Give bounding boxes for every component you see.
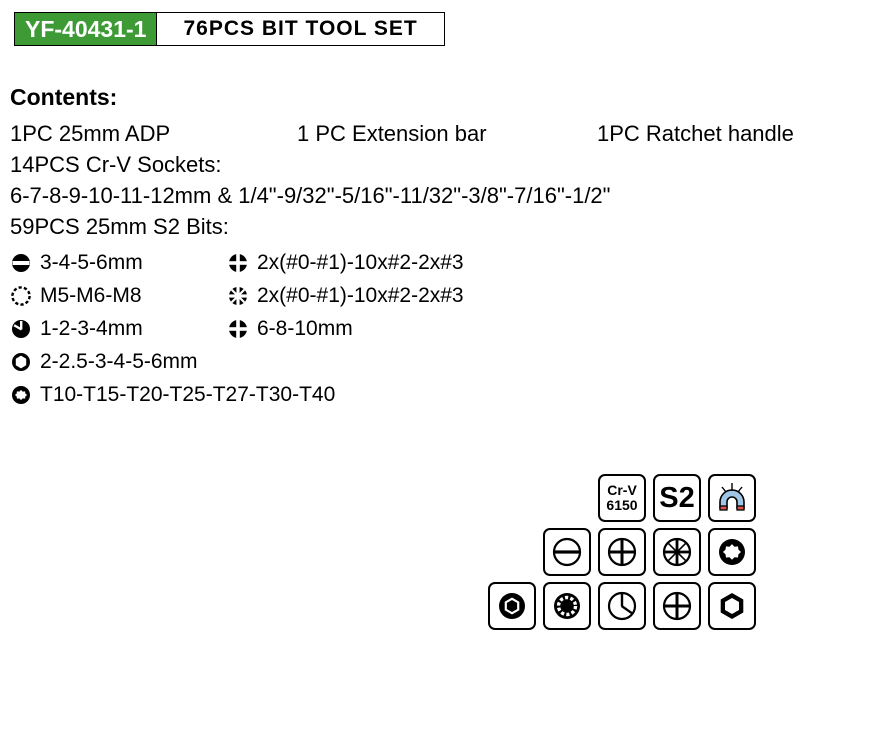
icon-grid-row-1 [466,474,756,522]
bit-label: 3-4-5-6mm [40,250,143,274]
bit-label: M5-M6-M8 [40,283,142,307]
phillips-large-bit-icon [227,318,249,340]
magnetic-badge [708,474,756,522]
contents-section [10,84,870,411]
bit-entry-slotted [10,251,227,275]
bit-entry-torx [10,383,335,407]
slotted-bit-icon [10,252,32,274]
bit-label: 1-2-3-4mm [40,316,143,340]
contents-heading: Contents: [10,84,118,110]
clutch-bit-icon [10,318,32,340]
contents-row-1 [10,118,870,149]
torx-bit-icon [10,384,32,406]
torx-icon [708,528,756,576]
icon-grid-row-2 [466,528,756,576]
phillips-bit-icon [227,252,249,274]
sockets-list: 6-7-8-9-10-11-12mm & 1/4"-9/32"-5/16"-11/32"-3/8"-7/16"-1/2" [10,183,611,208]
bit-row [10,378,870,411]
slotted-icon [543,528,591,576]
bit-row [10,345,870,378]
bit-list [10,246,870,411]
clutch-icon [598,582,646,630]
contents-ratchet-handle: 1PC Ratchet handle [597,121,794,146]
bit-row [10,246,870,279]
phillips-icon [598,528,646,576]
s2-material-badge [653,474,701,522]
bit-entry-spline [10,284,227,308]
hex-socket-icon [488,582,536,630]
contents-extension-bar: 1 PC Extension bar [297,121,487,146]
s2-label: S2 [659,482,695,514]
spline-icon [543,582,591,630]
feature-icon-grid [466,474,756,636]
bit-entry-pozidriv [227,284,464,308]
bit-label: 2x(#0-#1)-10x#2-2x#3 [257,283,464,307]
icon-grid-row-3 [466,582,756,630]
bit-row [10,279,870,312]
bit-entry-phillips [227,251,464,275]
product-header [14,12,445,46]
pozidriv-bit-icon [227,285,249,307]
spline-bit-icon [10,285,32,307]
crv-line-1: Cr-V [607,482,637,498]
crv-material-badge [598,474,646,522]
bit-row [10,312,870,345]
product-title: 76PCS BIT TOOL SET [157,12,444,46]
phillips-alt-icon [653,582,701,630]
bit-entry-phillips-large [227,317,353,341]
bits-heading: 59PCS 25mm S2 Bits: [10,214,229,239]
hex-socket-bit-icon [10,351,32,373]
bit-entry-clutch [10,317,227,341]
bit-entry-hex [10,350,227,374]
sockets-heading: 14PCS Cr-V Sockets: [10,152,222,177]
hex-outer-icon [708,582,756,630]
pozidriv-icon [653,528,701,576]
model-number-badge: YF-40431-1 [14,12,157,46]
bit-label: 2x(#0-#1)-10x#2-2x#3 [257,250,464,274]
bit-label: T10-T15-T20-T25-T27-T30-T40 [40,382,336,406]
contents-adp: 1PC 25mm ADP [10,121,171,146]
bit-label: 6-8-10mm [257,316,353,340]
bit-label: 2-2.5-3-4-5-6mm [40,349,198,373]
crv-line-2: 6150 [606,497,638,513]
magnet-icon [712,478,752,518]
